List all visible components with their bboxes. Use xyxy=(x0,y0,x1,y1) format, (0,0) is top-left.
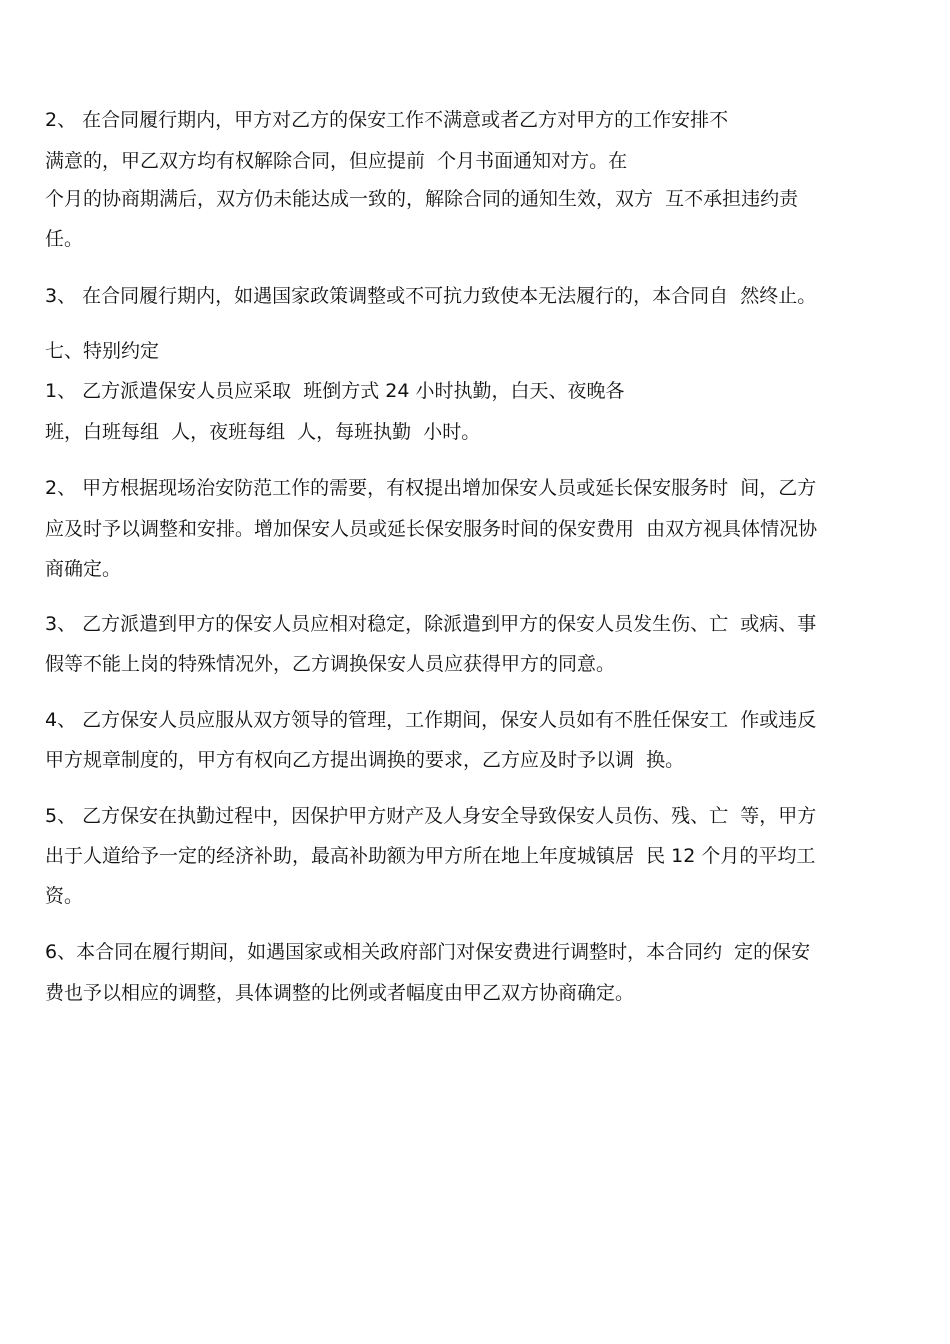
clause-7-1-line-1: 1、 乙方派遣保安人员应采取 班倒方式 24 小时执勤，白天、夜晚各 xyxy=(45,380,625,402)
clause-7-4-line-1: 4、 乙方保安人员应服从双方领导的管理，工作期间，保安人员如有不胜任保安工 作或违反 xyxy=(45,709,817,731)
clause-7-3-line-2: 假等不能上岗的特殊情况外，乙方调换保安人员应获得甲方的同意。 xyxy=(45,653,616,675)
section-7-heading: 七、特别约定 xyxy=(45,340,160,362)
clause-7-5-line-3: 资。 xyxy=(45,885,84,907)
clause-6-2-line-1: 2、 在合同履行期内，甲方对乙方的保安工作不满意或者乙方对甲方的工作安排不 xyxy=(45,109,729,131)
clause-7-6-line-2: 费也予以相应的调整，具体调整的比例或者幅度由甲乙双方协商确定。 xyxy=(45,982,635,1004)
clause-7-2-line-2: 应及时予以调整和安排。增加保安人员或延长保安服务时间的保安费用 由双方视具体情况协 xyxy=(45,518,818,540)
clause-6-2-line-2: 满意的，甲乙双方均有权解除合同，但应提前 个月书面通知对方。在 xyxy=(45,150,628,172)
clause-7-5-line-2: 出于人道给予一定的经济补助，最高补助额为甲方所在地上年度城镇居 民 12 个月的平均工 xyxy=(45,845,816,867)
clause-7-2-line-1: 2、 甲方根据现场治安防范工作的需要，有权提出增加保安人员或延长保安服务时 间，乙方 xyxy=(45,477,817,499)
clause-7-1-line-2: 班，白班每组 人，夜班每组 人，每班执勤 小时。 xyxy=(45,421,481,443)
clause-7-5-line-1: 5、 乙方保安在执勤过程中，因保护甲方财产及人身安全导致保安人员伤、残、亡 等，甲方 xyxy=(45,805,817,827)
clause-7-2-line-3: 商确定。 xyxy=(45,558,122,580)
clause-6-3-line-1: 3、 在合同履行期内，如遇国家政策调整或不可抗力致使本无法履行的，本合同自 然终止。 xyxy=(45,285,817,307)
clause-6-2-line-4: 任。 xyxy=(45,228,84,250)
clause-7-4-line-2: 甲方规章制度的，甲方有权向乙方提出调换的要求，乙方应及时予以调 换。 xyxy=(45,749,685,771)
clause-7-3-line-1: 3、 乙方派遣到甲方的保安人员应相对稳定，除派遣到甲方的保安人员发生伤、亡 或病、事 xyxy=(45,613,817,635)
clause-6-2-line-3: 个月的协商期满后，双方仍未能达成一致的，解除合同的通知生效，双方 互不承担违约责 xyxy=(45,188,799,210)
clause-7-6-line-1: 6、本合同在履行期间，如遇国家或相关政府部门对保安费进行调整时，本合同约 定的保安 xyxy=(45,941,811,963)
